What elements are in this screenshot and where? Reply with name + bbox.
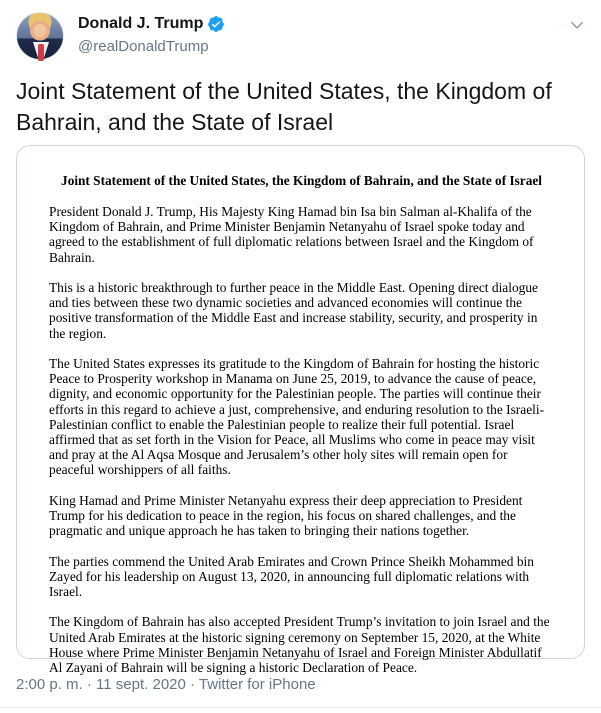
- display-name[interactable]: Donald J. Trump: [78, 15, 204, 32]
- document-title: Joint Statement of the United States, the Kingdom of Bahrain, and the State of Israel: [61, 173, 542, 188]
- statement-document: [49, 172, 554, 690]
- verified-badge-icon: [207, 15, 225, 33]
- document-paragraph: The Kingdom of Bahrain has also accepted President Trump’s invitation to join Israel and the United Arab Emirates at the historic signing ceremony on September 15, 2020, at the White House where Prime Minister Benjamin Netanyahu of Israel and Foreign Minister Abdullatif Al Zayani of Bahrain will be signing a historic Declaration of Peace.: [49, 614, 550, 676]
- meta-separator: ·: [82, 676, 97, 693]
- document-paragraph: King Hamad and Prime Minister Netanyahu express their deep appreciation to President Trump for his dedication to peace in the region, his focus on shared challenges, and the pragmatic and unique approach he has taken to bringing their nations together.: [49, 492, 523, 539]
- avatar[interactable]: [16, 12, 64, 60]
- document-paragraph: This is a historic breakthrough to further peace in the Middle East. Opening direct dialogue and ties between these two dynamic societies and advanced economies will continue the positive transformation of the Middle East and increase stability, security, and prosperity in the region.: [49, 280, 538, 341]
- tweet-metadata: [16, 675, 316, 695]
- user-handle[interactable]: @realDonaldTrump: [78, 38, 209, 55]
- document-paragraph: The parties commend the United Arab Emirates and Crown Prince Sheikh Mohammed bin Zayed for his leadership on August 13, 2020, in announcing full diplomatic relations with Israel.: [49, 553, 534, 600]
- meta-separator: ·: [185, 676, 199, 693]
- attached-image[interactable]: [16, 145, 585, 676]
- name-row: [78, 14, 225, 34]
- document-paragraph: President Donald J. Trump, His Majesty King Hamad bin Isa bin Salman al-Khalifa of the Kingdom of Bahrain, and Prime Minister Benjamin Netanyahu of Israel spoke today and agreed to the establishment of full diplomatic relations between Israel and the Kingdom of Bahrain.: [49, 204, 534, 265]
- chevron-down-icon[interactable]: [570, 18, 584, 32]
- tweet-time[interactable]: 2:00 p. m.: [16, 676, 83, 693]
- tweet-text: Joint Statement of the United States, the Kingdom of Bahrain, and the State of Israel: [16, 78, 552, 135]
- divider: [0, 707, 601, 708]
- tweet-date[interactable]: 11 sept. 2020: [96, 676, 186, 693]
- tweet-source[interactable]: Twitter for iPhone: [198, 676, 316, 693]
- avatar-tie: [38, 44, 44, 61]
- document-paragraph: The United States expresses its gratitude to the Kingdom of Bahrain for hosting the historic Peace to Prosperity workshop in Manama on June 25, 2019, to advance the cause of peace, dignity, and economic opportunity for the Palestinian people. The parties will continue their efforts in this regard to achieve a just, comprehensive, and enduring resolution to the Israeli-Palestinian conflict to enable the Palestinian people to realize their full potential. Israel affirmed that as set forth in the Vision for Peace, all Muslims who come in peace may visit and pray at the Al Aqsa Mosque and Jerusalem’s other holy sites will remain open for peaceful worshippers of all faiths.: [49, 356, 545, 478]
- tweet-header: [16, 12, 586, 64]
